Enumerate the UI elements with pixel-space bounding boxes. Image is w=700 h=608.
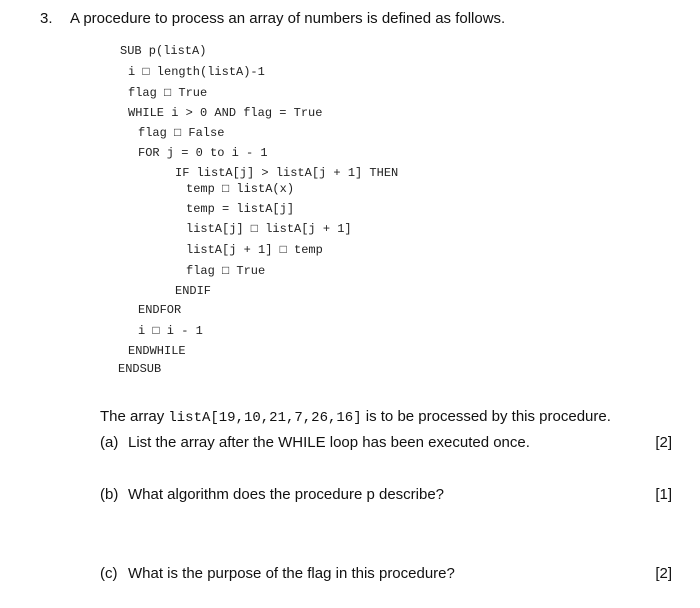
part-a-marks: [2] (655, 434, 672, 451)
array-sentence-code: listA[19,10,21,7,26,16] (168, 410, 362, 426)
part-c-marks: [2] (655, 565, 672, 582)
array-sentence (100, 408, 611, 427)
part-b-marks: [1] (655, 486, 672, 503)
code-line-sub: SUB p(listA) (120, 44, 207, 58)
part-c-text: What is the purpose of the flag in this procedure? (128, 565, 455, 582)
part-a-label: (a) (100, 434, 119, 451)
code-line-temp-assign: temp □ listA(x) (186, 182, 295, 196)
question-number: 3. (40, 10, 53, 27)
code-line-endfor: ENDFOR (138, 303, 182, 317)
code-line-swap-2: listA[j + 1] □ temp (186, 243, 323, 257)
code-line-decrement-i: i □ i - 1 (138, 324, 203, 338)
code-line-endsub: ENDSUB (118, 362, 162, 376)
array-sentence-after: is to be processed by this procedure. (361, 408, 611, 425)
code-line-endwhile: ENDWHILE (128, 344, 186, 358)
part-b-label: (b) (100, 486, 119, 503)
code-line-init-i: i □ length(listA)-1 (128, 65, 265, 79)
code-line-flag-false: flag □ False (138, 126, 225, 140)
code-line-if: IF listA[j] > listA[j + 1] THEN (175, 166, 399, 180)
code-line-flag-true: flag □ True (186, 264, 266, 278)
question-stem: A procedure to process an array of numbers is defined as follows. (70, 10, 506, 27)
part-a-text: List the array after the WHILE loop has been executed once. (128, 434, 530, 451)
code-line-swap-1: listA[j] □ listA[j + 1] (186, 222, 352, 236)
code-line-temp-equals: temp = listA[j] (186, 202, 295, 216)
code-line-for: FOR j = 0 to i - 1 (138, 146, 268, 160)
code-line-while: WHILE i > 0 AND flag = True (128, 106, 323, 120)
code-line-init-flag: flag □ True (128, 86, 208, 100)
part-b-text: What algorithm does the procedure p describe? (128, 486, 445, 503)
code-line-endif: ENDIF (175, 284, 212, 298)
part-c-label: (c) (100, 565, 118, 582)
array-sentence-before: The array (100, 408, 169, 425)
